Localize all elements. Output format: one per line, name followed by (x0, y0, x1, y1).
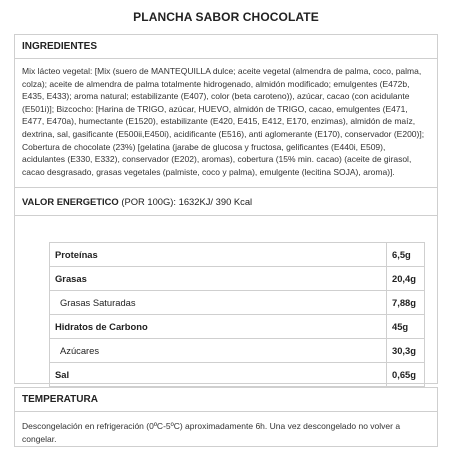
table-row (50, 339, 425, 363)
nutrition-panel (14, 187, 438, 384)
ingredients-text: Mix lácteo vegetal: [Mix (suero de MANTEQUILLA dulce; aceite vegetal (almendra de palma, coco, palma, colza); aceite de almendra de palma totalmente hidrogenado, almidón modificado; emulgentes (E472b, E435, E433); aroma natural; estabilizante (E407), color (beta caroteno)), azúcar, cacao (con acidulante (E501i)]; Bizcocho: [Harina de TRIGO, azúcar, HUEVO, almidón de TRIGO, cacao, emulgentes (E471, E477, E470a), humectante (E1520), estabilizante (E420, E415, E412, E170, enzimas), almidón de maíz, dextrina, sal, gasificante (E500ii,E450i), acidificante (E516), anti aglomerante (E170), conservador (E200)]; Cobertura de chocolate (23%) [gelatina (jarabe de glucosa y fructosa, gelificantes (E440i, E509), acidulantes (E330, E332), conservador (E202), aromas), cobertura (15% min. cacao) (aceite de girasol, cacao desgrasado, grasas vegetales (palmiste, coco y palma), emulgente (lecitina SOJA), aroma)]. (22, 66, 425, 177)
table-row (50, 315, 425, 339)
table-row (50, 291, 425, 315)
nutrient-name: Grasas (50, 267, 387, 291)
nutrient-value: 6,5g (387, 243, 425, 267)
ingredients-heading: INGREDIENTES (22, 41, 98, 52)
energy-value: (POR 100G): 1632KJ/ 390 Kcal (118, 196, 253, 207)
temperature-panel (14, 387, 438, 447)
table-row (50, 363, 425, 387)
energy-divider (15, 215, 437, 216)
table-row (50, 243, 425, 267)
nutrient-name: Hidratos de Carbono (50, 315, 387, 339)
temperature-text: Descongelación en refrigeración (0ºC-5ºC) aproximadamente 6h. Una vez descongelado no volver a congelar. (22, 421, 401, 444)
temperature-heading: TEMPERATURA (22, 394, 98, 405)
nutrient-name: Proteínas (50, 243, 387, 267)
nutrient-value: 45g (387, 315, 425, 339)
energy-value-line (15, 188, 437, 207)
nutrient-name: Sal (50, 363, 387, 387)
nutrient-value: 20,4g (387, 267, 425, 291)
nutrient-value: 30,3g (387, 339, 425, 363)
table-row (50, 267, 425, 291)
ingredients-panel (14, 34, 438, 188)
energy-label: VALOR ENERGETICO (22, 196, 119, 207)
nutrient-value: 0,65g (387, 363, 425, 387)
nutrient-name: Grasas Saturadas (50, 291, 387, 315)
nutrition-table (49, 242, 425, 387)
nutrient-name: Azúcares (50, 339, 387, 363)
nutrient-value: 7,88g (387, 291, 425, 315)
page-title: PLANCHA SABOR CHOCOLATE (133, 10, 319, 24)
